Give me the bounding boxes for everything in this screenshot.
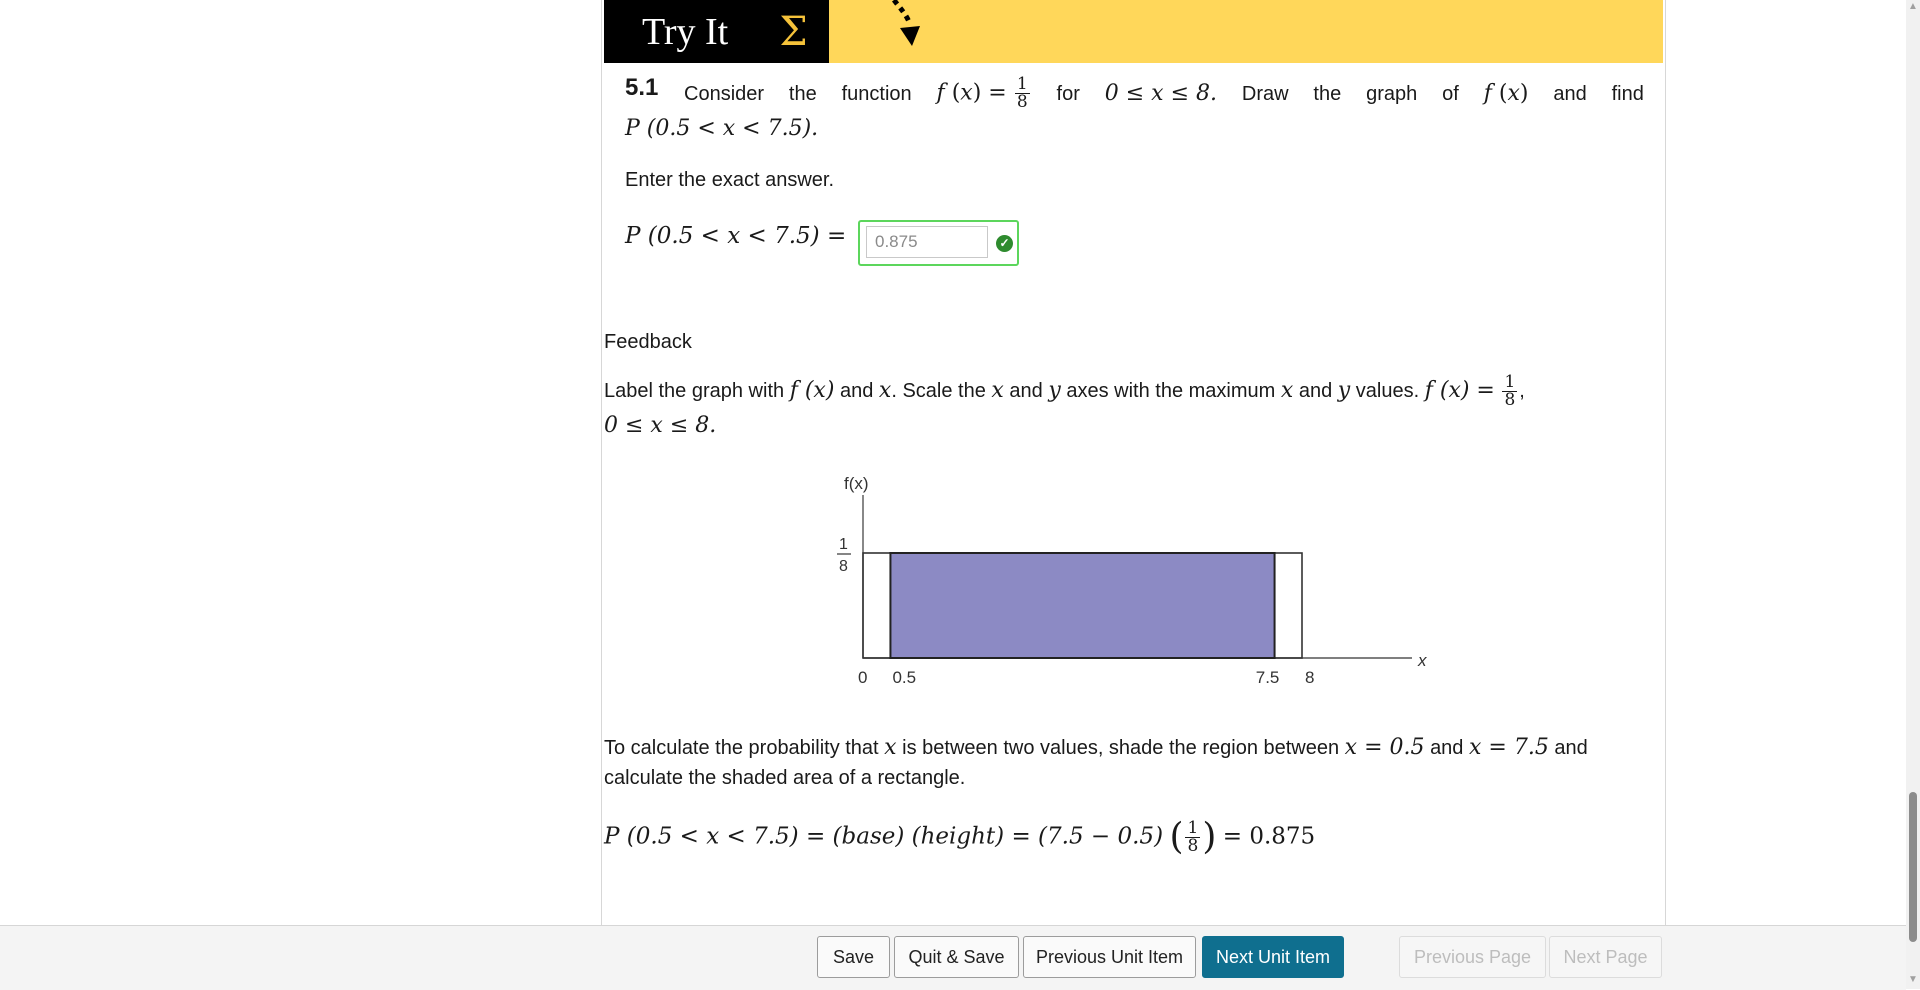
x-tick-label-7.5: 7.5 [1255, 668, 1280, 687]
feedback-title: Feedback [604, 331, 692, 353]
check-icon: ✓ [996, 235, 1013, 252]
final-equation: P (0.5 < x < 7.5) = (base) (height) = (7.5 − 0.5) ( $\frac{1}{8}$ ) = 0.875 [604, 816, 1316, 858]
uniform-distribution-graph [820, 465, 1440, 695]
word: for [1056, 82, 1080, 105]
instruction-text: Enter the exact answer. [625, 169, 835, 191]
word: Consider [684, 82, 765, 105]
word: the [1313, 82, 1342, 105]
answer-label: P (0.5 < x < 7.5) = [625, 223, 847, 249]
probability-expr: P (0.5 < x < 7.5). [625, 116, 819, 141]
word: and [1553, 82, 1587, 105]
y-tick-label-num: 1 [839, 536, 848, 553]
feedback-domain: 0 ≤ x ≤ 8. [604, 413, 717, 438]
y-axis-label: f(x) [844, 474, 869, 493]
answer-box [858, 220, 1019, 266]
x-axis-label: x [1418, 651, 1427, 670]
save-button[interactable]: Save [817, 936, 890, 978]
calc-explanation-line2: calculate the shaded area of a rectangle. [604, 767, 966, 789]
sigma-icon: Σ [779, 9, 808, 55]
domain-expr: 0 ≤ x ≤ 8. [1104, 80, 1217, 106]
shaded-region [890, 553, 1274, 658]
word: of [1442, 82, 1459, 105]
function-expr: f (x) = $\frac{1}{8}$ [936, 74, 1028, 112]
scroll-thumb[interactable] [1909, 792, 1917, 942]
try-it-label: Try It [642, 11, 729, 53]
scrollbar[interactable] [1906, 0, 1920, 989]
x-tick-label-0.5: 0.5 [892, 668, 917, 687]
problem-statement-line1 [684, 76, 1644, 111]
quit-and-save-button[interactable]: Quit & Save [894, 936, 1019, 978]
fx-ref: f (x) [1483, 81, 1529, 106]
dotted-arrow-icon [872, 0, 932, 54]
x-tick-label-0: 0 [858, 668, 868, 687]
word: find [1611, 82, 1644, 105]
word: function [841, 82, 912, 105]
word: graph [1366, 82, 1418, 105]
answer-input[interactable] [866, 226, 988, 258]
next-page-button[interactable]: Next Page [1549, 936, 1662, 978]
scroll-up-arrow-icon[interactable]: ▲ [1908, 1, 1918, 12]
previous-unit-item-button[interactable]: Previous Unit Item [1023, 936, 1196, 978]
scroll-down-arrow-icon[interactable]: ▼ [1908, 974, 1918, 985]
feedback-line1: Label the graph with f (x) and x. Scale the x and y axes with the maximum x and y values. f (x) = $\frac{1}{8}$ , [604, 372, 1525, 410]
previous-page-button[interactable]: Previous Page [1399, 936, 1546, 978]
word: the [788, 82, 817, 105]
x-tick-label-8: 8 [1305, 668, 1315, 687]
y-tick-label-den: 8 [839, 558, 848, 575]
calc-explanation-line1: To calculate the probability that x is between two values, shade the region between x = 0.5 and x = 7.5 and [604, 735, 1588, 760]
problem-number: 5.1 [625, 74, 659, 101]
word: Draw [1241, 82, 1289, 105]
next-unit-item-button[interactable]: Next Unit Item [1202, 936, 1344, 978]
